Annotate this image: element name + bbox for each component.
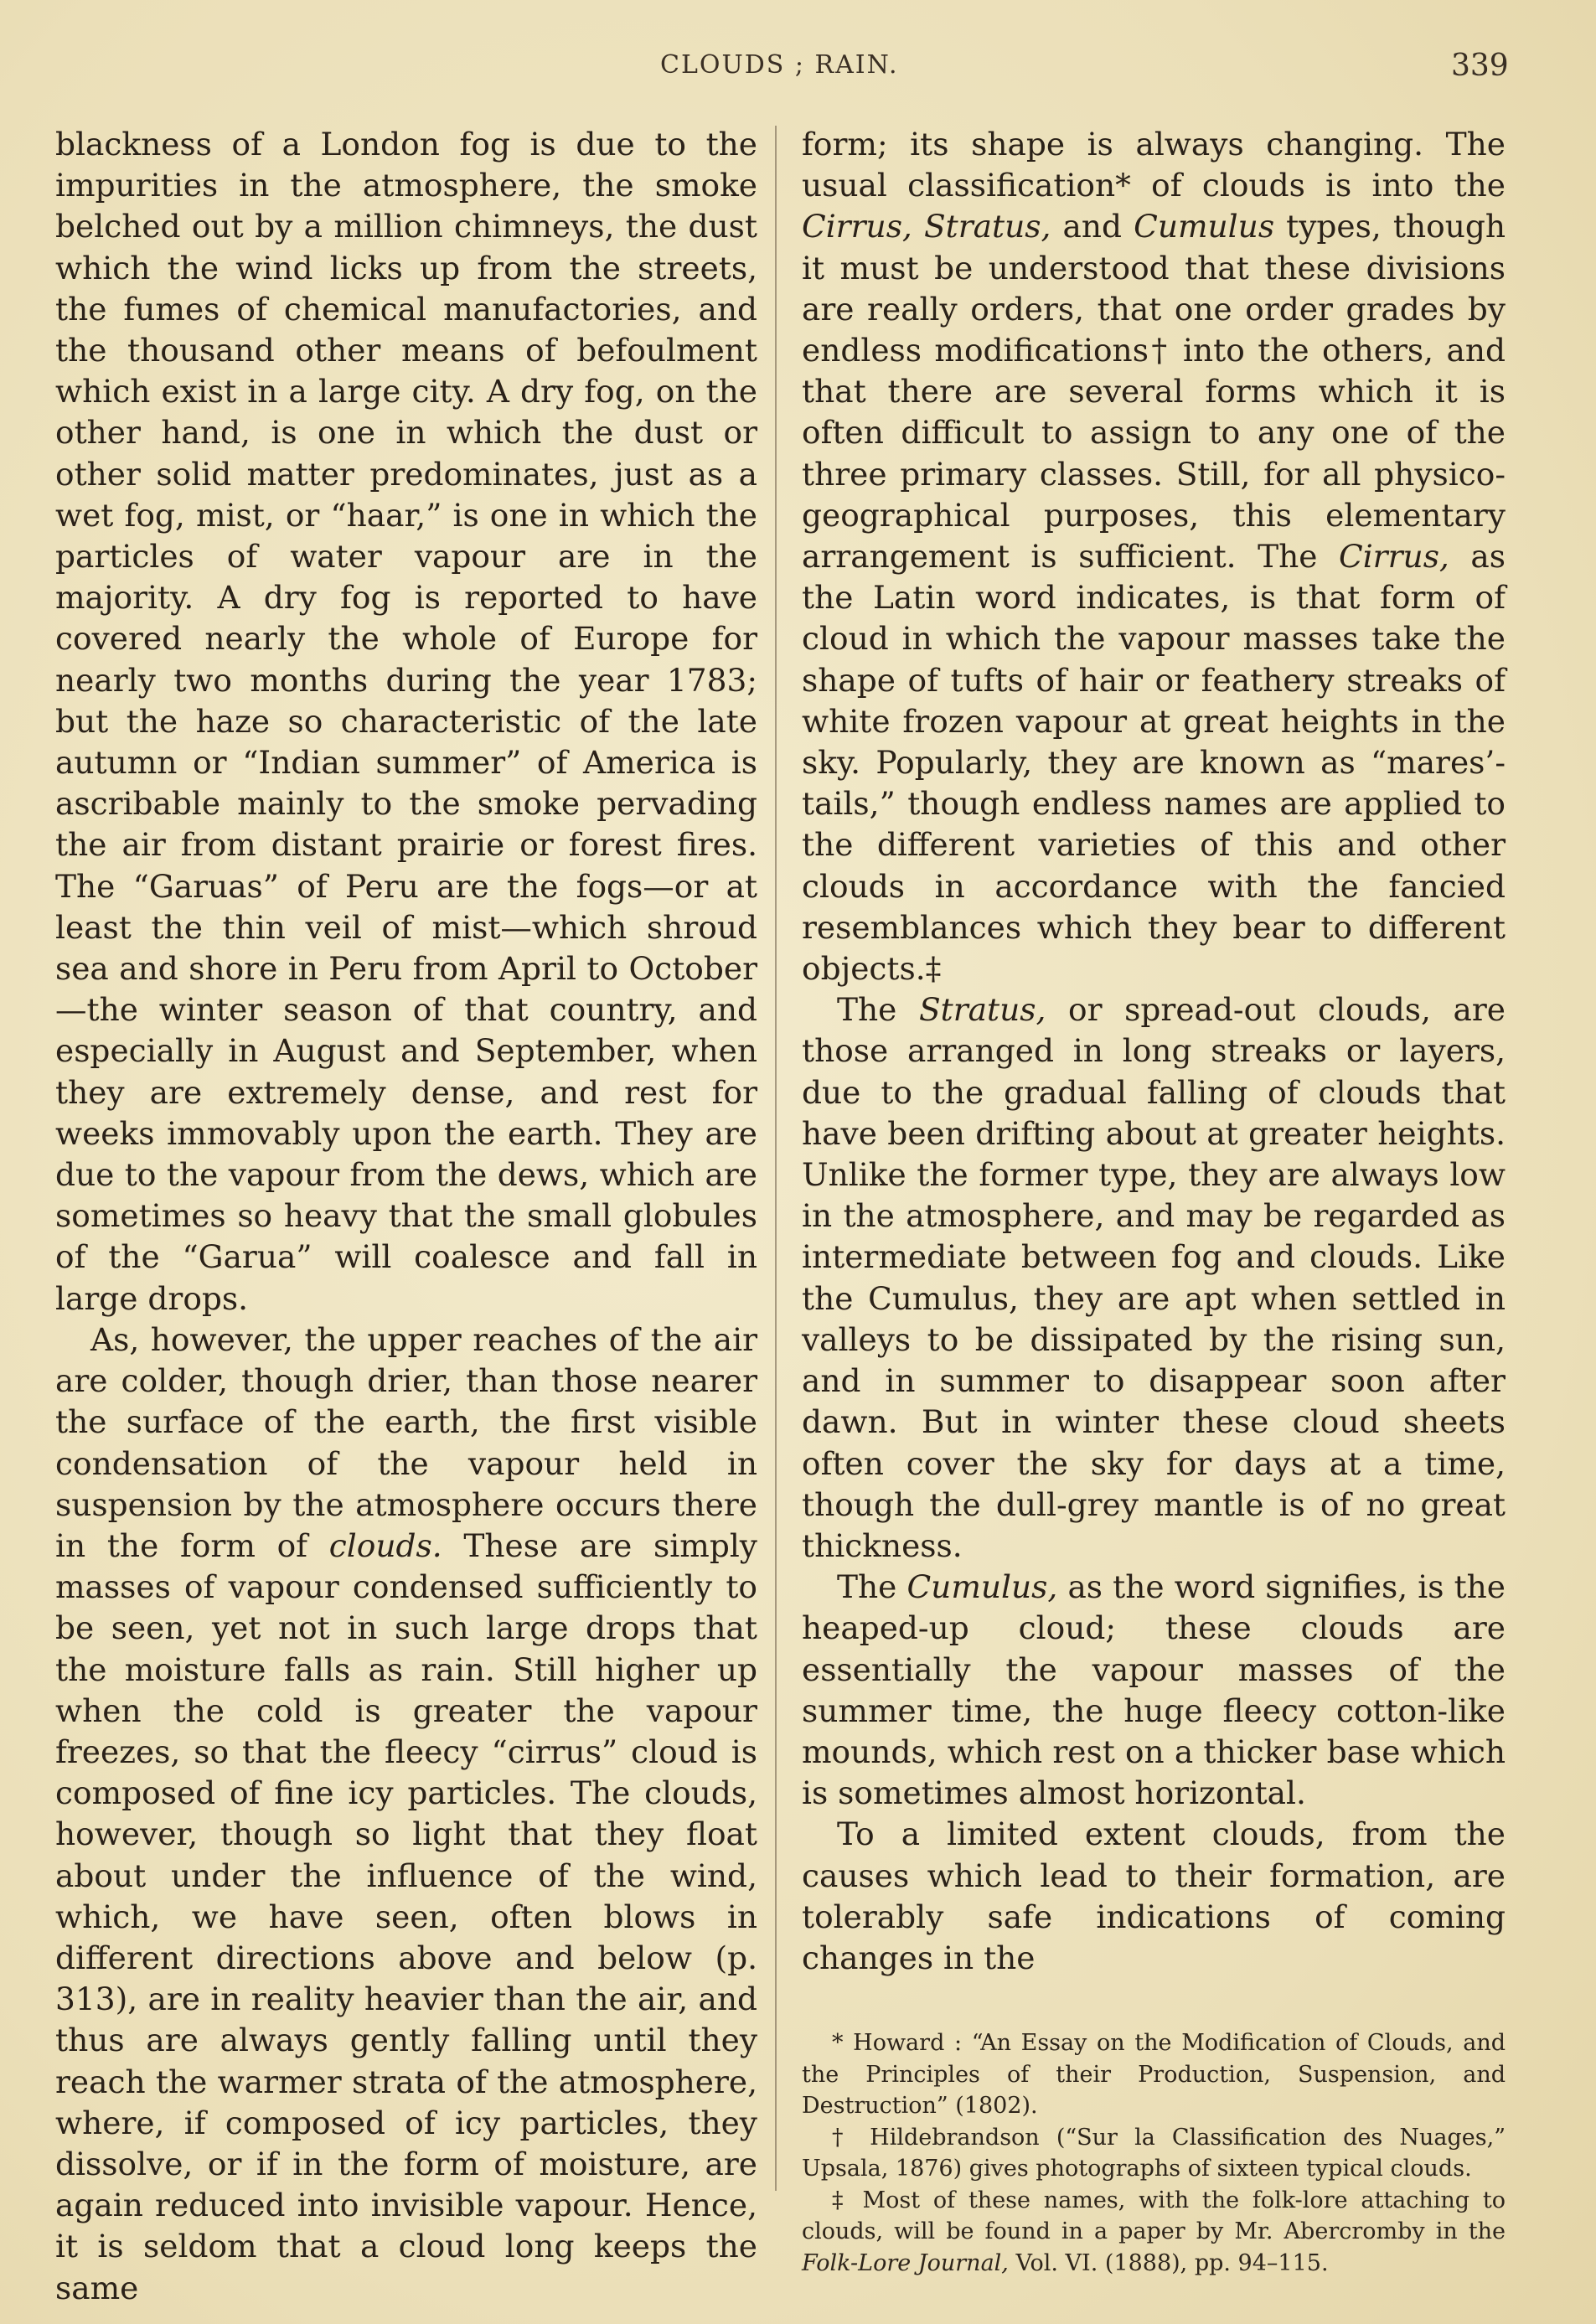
text-run: The [837, 991, 919, 1029]
text-run: as the word signifies, is the heaped-up cloud; these clouds are essentially the vapour masses of the summer time, the huge fleecy cotton-like mounds, which rest on a thicker base which is sometimes almost horizontal. [802, 1568, 1506, 1812]
italic-term: Stratus, [923, 208, 1051, 245]
text-run: form; its shape is always changing. The usual classification* of clouds is into the [802, 126, 1506, 204]
column-divider [775, 126, 777, 2191]
paragraph-clouds-formation [55, 1320, 757, 2309]
text-run: as the Latin word indicates, is that form of cloud in which the vapour masses take the shape of tufts of hair or feathery streaks of white frozen vapour at great heights in the sky. Popularly, they are known as “mares’-tails,” though endless names are applied to the different varieties of this and other clouds in accordance with the fancied resemblances which they bear to different objects.‡ [802, 538, 1506, 988]
italic-term: Cumulus [1134, 208, 1275, 245]
text-run: ‡ Most of these names, with the folk-lore attaching to clouds, will be found in a paper by Mr. Abercromby in the [802, 2187, 1506, 2245]
footnote-abercromby [802, 2185, 1506, 2280]
text-run: As, however, the upper reaches of the air are colder, though drier, than those nearer the surface of the earth, the first visible condensation of the vapour held in suspension by the atmosphere occurs there in the form of [55, 1320, 757, 1564]
text-run: Vol. VI. (1888), pp. 94–115. [1008, 2249, 1329, 2276]
page-header [0, 44, 1596, 94]
text-run: or spread-out clouds, are those arranged in long streaks or layers, due to the gradual falling of clouds that have been drifting about at greater heights. Unlike the former type, they are always low in the atmosphere, and may be regarded as intermediate between fog and clouds. Like the Cumulus, they are apt when settled in valleys to be dissipated by the rising sun, and in summer to disappear soon after dawn. But in winter these cloud sheets often cover the sky for days at a time, though the dull-grey mantle is of no great thickness. [802, 991, 1506, 1564]
text-run: The [837, 1568, 907, 1606]
right-column [802, 124, 1506, 2279]
italic-term: Stratus, [918, 991, 1046, 1029]
italic-term: clouds. [328, 1526, 442, 1564]
paragraph-fog: blackness of a London fog is due to the impurities in the atmosphere, the smoke belched out by a million chimneys, the dust which the wind licks up from the streets, the fumes of chemical manufactories, and the thousand other means of befoulment which exist in a large city. A dry fog, on the other hand, is one in which the dust or other solid matter predominates, just as a wet fog, mist, or “haar,” is one in which the particles of water vapour are in the majority. A dry fog is reported to have covered nearly the whole of Europe for nearly two months during the year 1783; but the haze so characteristic of the late autumn or “Indian summer” of America is ascribable mainly to the smoke pervading the air from distant prairie or forest fires. The “Garuas” of Peru are the fogs—or at least the thin veil of mist—which shroud sea and shore in Peru from April to October—the winter season of that country, and especially in August and September, when they are extremely dense, and rest for weeks immovably upon the earth. They are due to the vapour from the dews, which are sometimes so heavy that the small globules of the “Garua” will coalesce and fall in large drops. [55, 126, 757, 1317]
paragraph-classification [802, 124, 1506, 989]
paragraph-stratus [802, 989, 1506, 1567]
italic-term: Cirrus, [802, 208, 912, 245]
footnote-howard: * Howard : “An Essay on the Modification of Clouds, and the Principles of their Production, Suspension, and Destruction” (1802). [802, 2030, 1506, 2120]
italic-term: Cumulus, [906, 1568, 1058, 1606]
footnote-hildebrandson: † Hildebrandson (“Sur la Classification des Nuages,” Upsala, 1876) gives photographs of sixteen typical clouds. [802, 2124, 1506, 2182]
footnotes [802, 2027, 1506, 2279]
text-run: types, though it must be understood that these divisions are really orders, that one order grades by endless modifications† into the others, and that there are several forms which it is often difficult to assign to any one of the three primary classes. Still, for all physico-geographical purposes, this elementary arrangement is sufficient. The [802, 208, 1506, 576]
text-run: and [1051, 208, 1134, 245]
italic-term: Cirrus, [1339, 538, 1449, 576]
italic-journal: Folk-Lore Journal, [802, 2249, 1009, 2276]
paragraph-indications: To a limited extent clouds, from the causes which lead to their formation, are tolerably safe indications of coming changes in the [802, 1815, 1506, 1976]
left-column [55, 124, 757, 2309]
text-run: These are simply masses of vapour condensed sufficiently to be seen, yet not in such large drops that the moisture falls as rain. Still higher up when the cold is greater the vapour freezes, so that the fleecy “cirrus” cloud is composed of fine icy particles. The clouds, however, though so light that they float about under the influence of the wind, which, we have seen, often blows in different directions above and below (p. 313), are in reality heavier than the air, and thus are always gently falling until they reach the warmer strata of the atmosphere, where, if composed of icy particles, they dissolve, or if in the form of moisture, are again reduced into invisible vapour. Hence, it is seldom that a cloud long keeps the same [55, 1526, 757, 2306]
page-number: 339 [1451, 49, 1509, 83]
paragraph-cumulus [802, 1567, 1506, 1814]
running-head: CLOUDS ; RAIN. [660, 50, 899, 80]
